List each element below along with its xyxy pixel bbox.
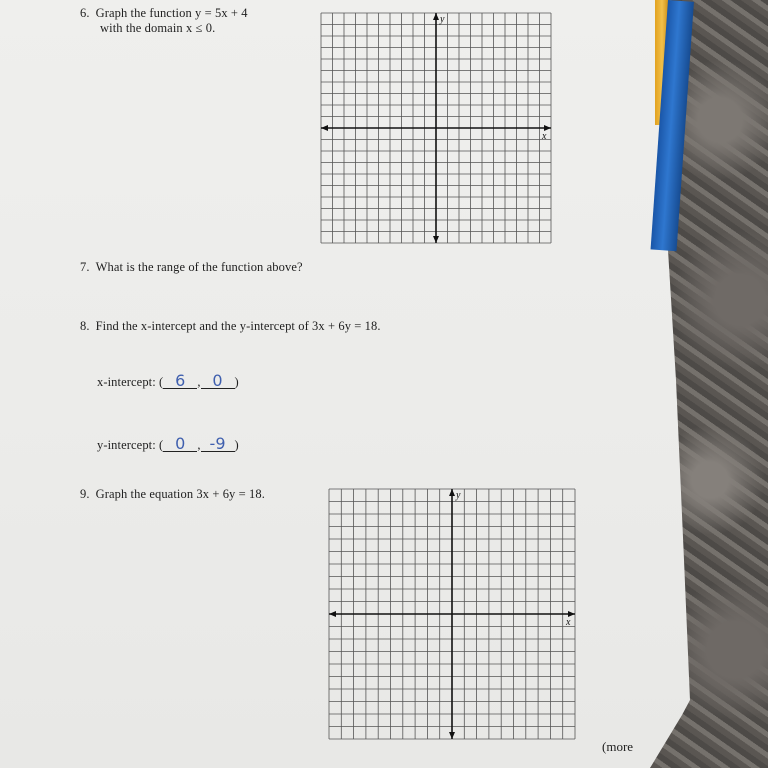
coordinate-grid-problem-9[interactable]: [328, 488, 576, 740]
grid1-x-axis-arrow-left: [321, 125, 328, 131]
problem-8-number: 8.: [80, 319, 90, 333]
problem-6-line2: with the domain x ≤ 0.: [100, 21, 216, 35]
problem-9: [80, 487, 265, 502]
y-intercept-x-answer[interactable]: 0: [163, 437, 197, 452]
y-intercept-comma: ,: [197, 438, 201, 452]
problem-6: [80, 6, 248, 21]
problem-7-number: 7.: [80, 260, 90, 274]
x-intercept-label: x-intercept: (: [97, 375, 164, 389]
problem-8-text: Find the x-intercept and the y-intercept of 3x + 6y = 18.: [95, 319, 381, 333]
problem-9-text: Graph the equation 3x + 6y = 18.: [95, 487, 265, 501]
problem-7-text: What is the range of the function above?: [95, 260, 303, 274]
problem-9-number: 9.: [80, 487, 90, 501]
y-intercept-row: [97, 434, 239, 453]
problem-6-number: 6.: [80, 6, 90, 20]
problem-7: [80, 260, 303, 275]
grid1-x-axis-label: x: [542, 131, 547, 142]
problem-8: [80, 319, 381, 334]
grid1-y-axis-arrow-up: [433, 13, 439, 20]
grid2-y-axis-label: y: [456, 490, 461, 501]
problem-6-line1: Graph the function y = 5x + 4: [95, 6, 248, 20]
x-intercept-y-answer[interactable]: 0: [201, 374, 235, 389]
x-intercept-comma: ,: [197, 375, 201, 389]
grid1-y-axis-label: y: [440, 14, 445, 25]
x-intercept-x-answer[interactable]: 6: [163, 374, 197, 389]
x-intercept-close: ): [234, 375, 239, 389]
y-intercept-label: y-intercept: (: [97, 438, 164, 452]
y-intercept-close: ): [234, 438, 239, 452]
more-indicator: (more: [602, 739, 634, 754]
grid1-y-axis-arrow-down: [433, 236, 439, 243]
grid2-x-axis-label: x: [566, 617, 571, 628]
coordinate-grid-problem-6[interactable]: [320, 12, 552, 244]
grid2-x-axis-arrow-left: [329, 611, 336, 617]
x-intercept-row: [97, 371, 239, 390]
grid2-y-axis-arrow-down: [449, 732, 455, 739]
grid2-y-axis-arrow-up: [449, 489, 455, 496]
y-intercept-y-answer[interactable]: -9: [201, 437, 235, 452]
